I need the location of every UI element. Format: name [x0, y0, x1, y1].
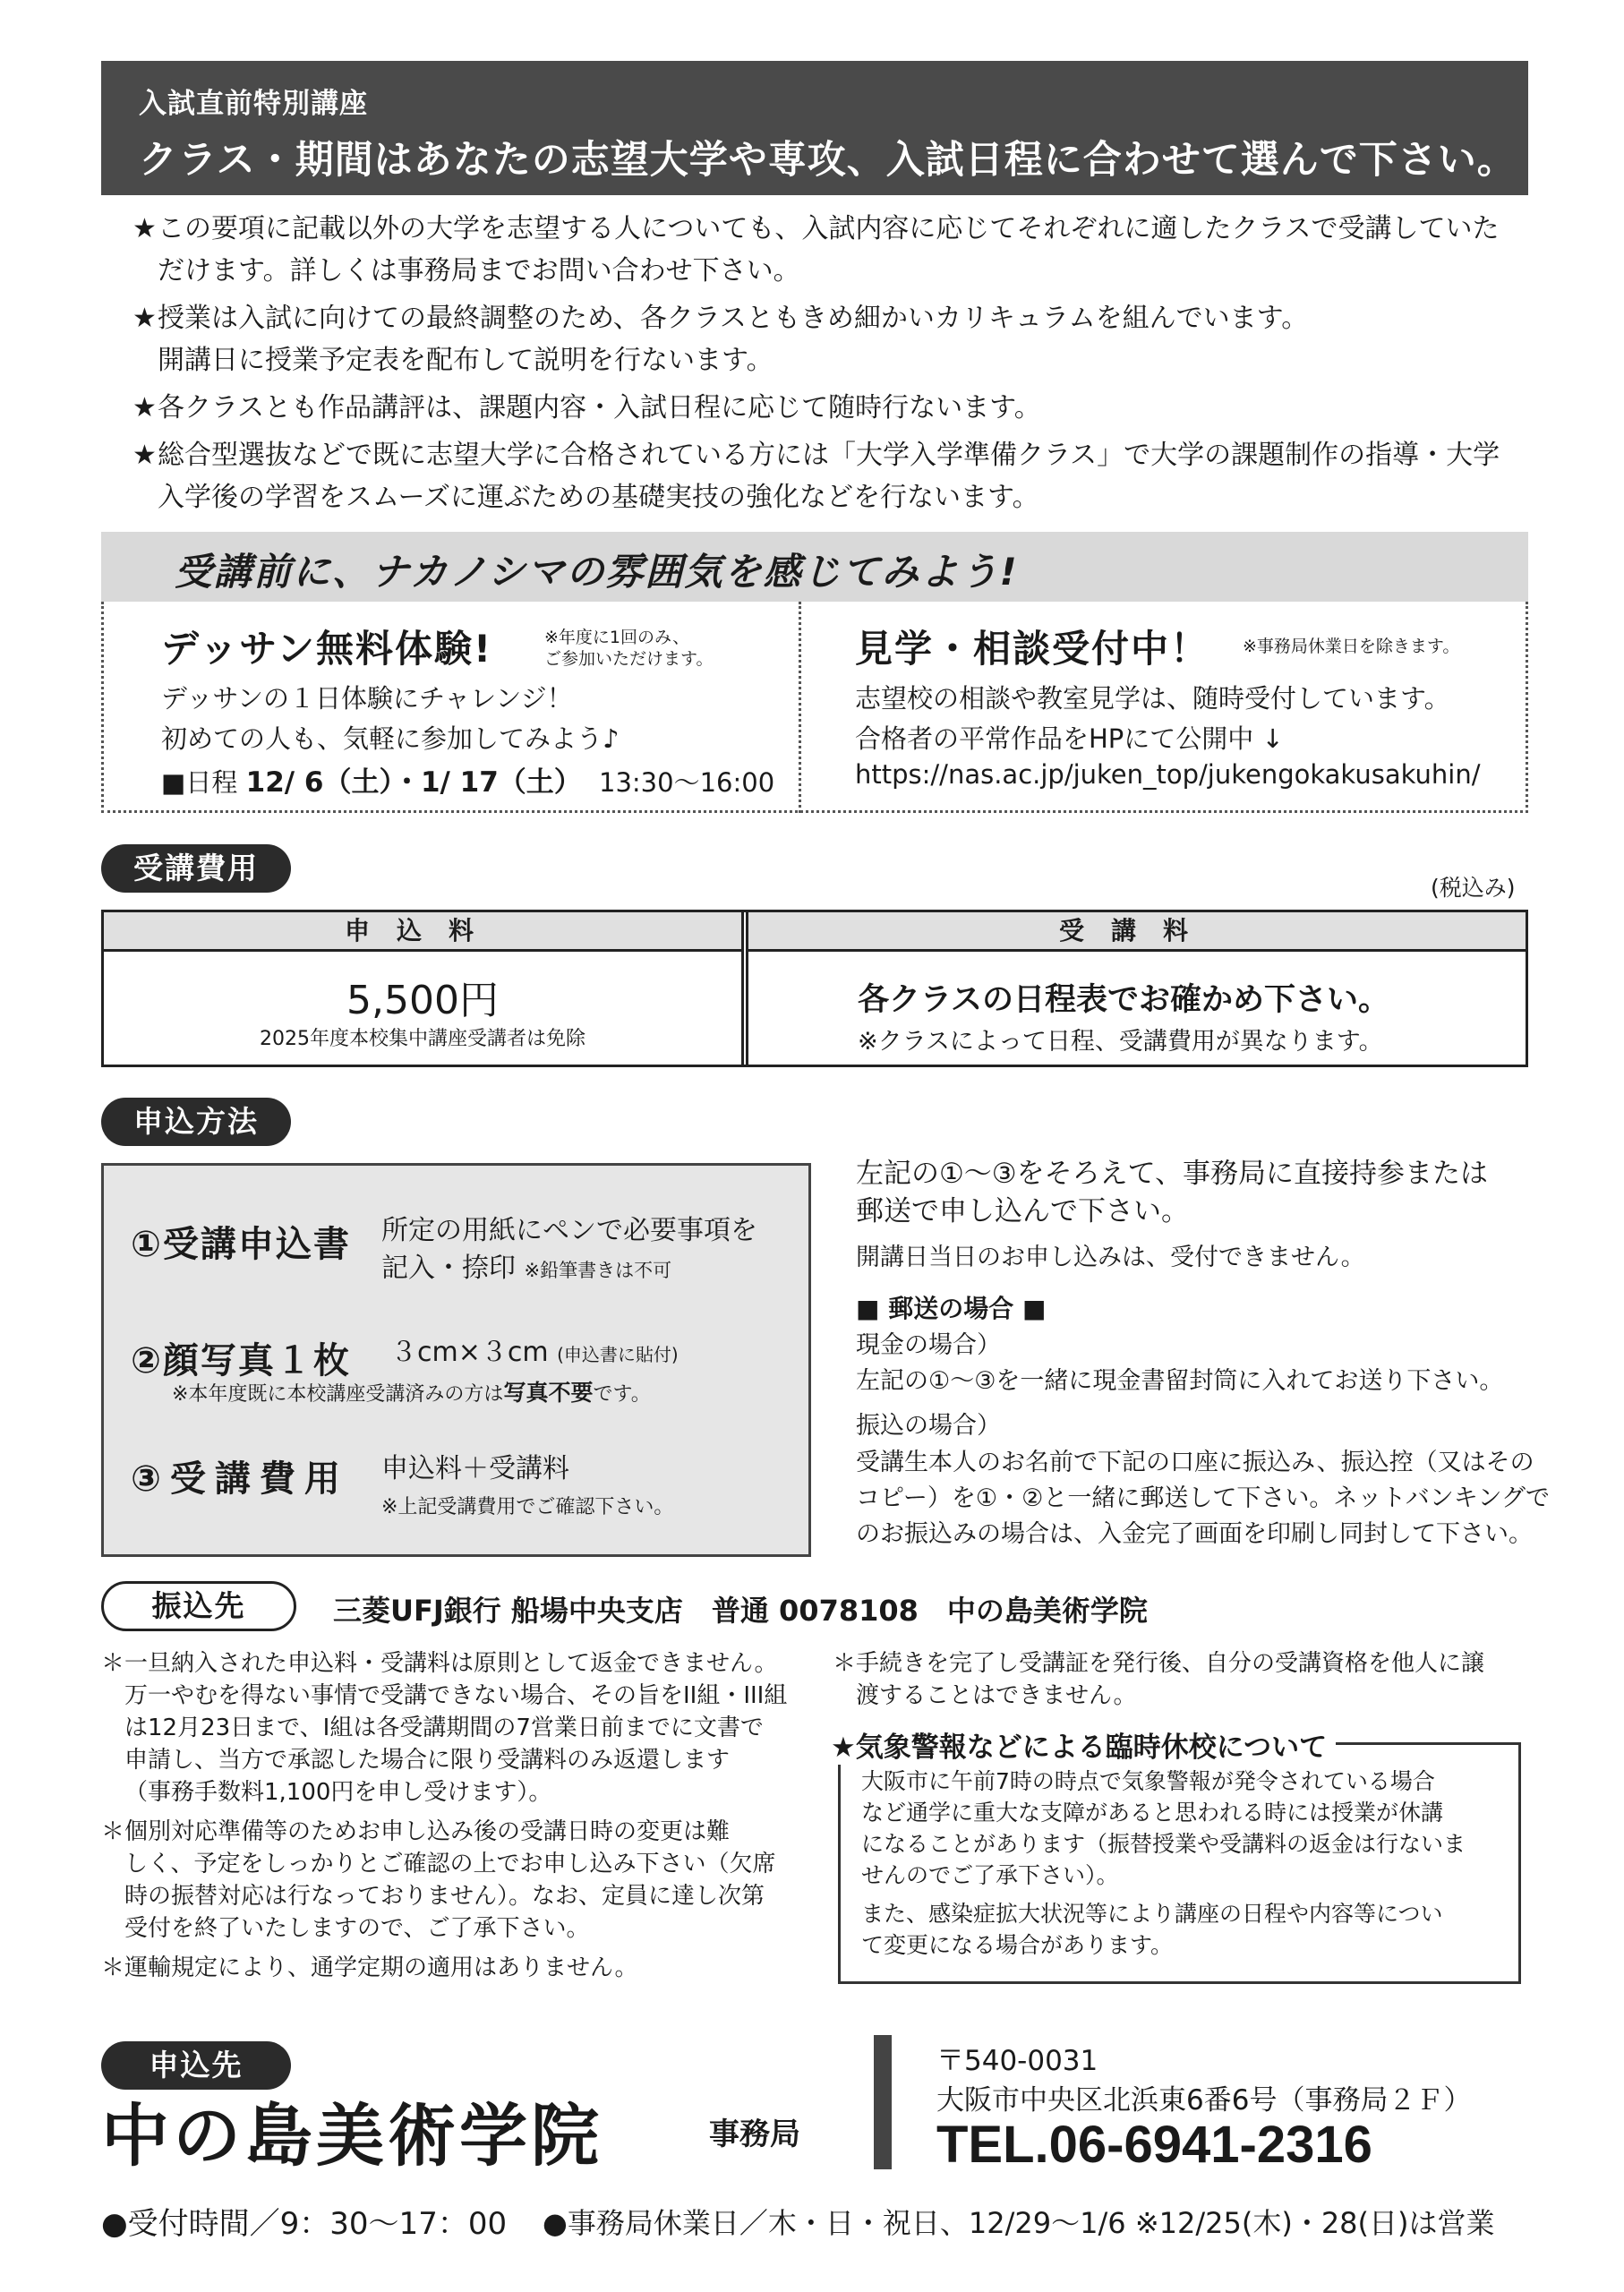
bank-info: 三菱UFJ銀行 船場中央支店 普通 0078108 中の島美術学院 — [333, 1594, 1148, 1628]
method-same-day-note: 開講日当日のお申し込みは、受付できません。 — [856, 1244, 1365, 1271]
policy-text: 運輸規定により、通学定期の適用はありません。 — [124, 1954, 638, 1981]
method-item-1-text: 所定の用紙にペンで必要事項を — [381, 1215, 757, 1246]
transfer-title: 振込の場合） — [856, 1412, 1001, 1440]
method-item-2-text: ３cm×３cm — [390, 1337, 549, 1368]
method-item-3-small: ※上記受講費用でご確認下さい。 — [381, 1496, 674, 1518]
transfer-text: 受講生本人のお名前で下記の口座に振込み、振込控（又はその コピー）を①・②と一緒に郵送して下さい。ネットバンキングで のお振込みの場合は、入金完了画面を印刷し同封して下さい。 — [856, 1449, 1550, 1548]
fee-table-divider — [741, 912, 748, 1065]
method-item-1-text2: 記入・捺印 — [381, 1253, 516, 1284]
tax-note: (税込み) — [1431, 875, 1516, 901]
star-icon: ★ — [132, 213, 157, 244]
star-icon: ★ — [132, 440, 157, 471]
method-item-2-small: (申込書に貼付) — [557, 1344, 679, 1365]
asterisk-icon: ＊ — [101, 1818, 125, 1845]
office-hours: ●受付時間／9：30〜17：00 — [101, 2206, 508, 2242]
asterisk-icon: ＊ — [833, 1650, 857, 1677]
note-item — [132, 387, 1529, 429]
header-banner — [101, 61, 1528, 195]
infection-text: また、感染症拡大状況等により講座の日程や内容等につい て変更になる場合があります。 — [861, 1901, 1443, 1958]
policy-item — [833, 1647, 1531, 1712]
office-holidays: ●事務局休業日／木・日・祝日、12/29〜1/6 ※12/25(木)・28(日)は営業 — [543, 2206, 1495, 2240]
star-icon: ★ — [132, 392, 157, 423]
star-icon: ★ — [132, 303, 157, 334]
office-label: 事務局 — [709, 2117, 800, 2152]
method-item-1-small: ※鉛筆書きは不可 — [524, 1260, 672, 1281]
postal-code: 〒540-0031 — [936, 2045, 1098, 2077]
free-trial-body: デッサンの１日体験にチャレンジ！ 初めての人も、気軽に参加してみよう♪ — [161, 683, 620, 754]
bank-label: 振込先 — [101, 1581, 296, 1631]
policy-text: 個別対応準備等のためお申し込み後の受講日時の変更は難 しく、予定をしっかりとご確認の上でお申し込み下さい（欠席 時の振替対応は行なっておりません）。なお、定員に達し次第 受付を終了いたしますので、ご了承下さい。 — [124, 1818, 776, 1942]
header-title: クラス・期間はあなたの志望大学や専攻、入試日程に合わせて選んで下さい。 — [139, 138, 1517, 183]
note-text: この要項に記載以外の大学を志望する人についても、入試内容に応じてそれぞれに適したクラスで受講していた だけます。詳しくは事務局までお問い合わせ下さい。 — [158, 213, 1500, 286]
application-fee-amount: 5,500円 — [346, 978, 499, 1023]
contact-label: 申込先 — [101, 2041, 291, 2090]
method-label: 申込方法 — [101, 1098, 291, 1146]
method-item-1-label: ①受講申込書 — [131, 1224, 351, 1265]
mail-title: ■ 郵送の場合 ■ — [856, 1294, 1047, 1323]
phone-number: TEL.06-6941-2316 — [936, 2116, 1372, 2174]
school-name: 中の島美術学院 — [101, 2096, 603, 2176]
policy-text: 一旦納入された申込料・受講料は原則として返金できません。 万一やむを得ない事情で受講できない場合、その旨をII組・III組 は12月23日まで、I組は各受講期間の7営業日前までに文書で 申請し、当方で承認した場合に限り受講料のみ返還します （事務手数料1,100円を申し受けます）。 — [124, 1650, 788, 1806]
experience-banner — [101, 532, 1528, 602]
policy-item — [101, 1647, 808, 1809]
free-trial-note: ※年度に1回のみ、 ご参加いただけます。 — [544, 628, 714, 669]
cash-text: 左記の①〜③を一緒に現金書留封筒に入れてお送り下さい。 — [856, 1367, 1504, 1395]
application-fee-header: 申込料 — [104, 912, 741, 952]
schedule-label: ■日程 — [161, 767, 238, 798]
photo-note-post: です。 — [593, 1383, 651, 1406]
free-trial-title: デッサン無料体験! — [161, 627, 493, 671]
free-trial-schedule — [161, 759, 774, 800]
method-item-1-line2 — [381, 1250, 671, 1289]
method-intro: 左記の①〜③をそろえて、事務局に直接持参または 郵送で申し込んで下さい。 — [856, 1158, 1488, 1227]
header-subtitle: 入試直前特別講座 — [139, 88, 368, 120]
experience-divider — [799, 602, 801, 813]
address: 大阪市中央区北浜東6番6号（事務局２Ｆ） — [936, 2084, 1472, 2117]
policy-text: 手続きを完了し受講証を発行後、自分の受講資格を他人に譲 渡することはできません。 — [856, 1650, 1485, 1709]
note-text: 総合型選抜などで既に志望大学に合格されている方には「大学入学準備クラス」で大学の課題制作の指導・大学 入学後の学習をスムーズに運ぶための基礎実技の強化などを行ないます。 — [158, 440, 1500, 513]
weather-title: ★気象警報などによる臨時休校について — [831, 1724, 1336, 1765]
note-item — [132, 434, 1529, 518]
note-item — [132, 297, 1529, 381]
policy-list-right — [833, 1647, 1531, 1712]
tuition-fee-header: 受講料 — [748, 912, 1526, 952]
asterisk-icon: ＊ — [101, 1954, 125, 1981]
method-item-3-label: ③受講費用 — [131, 1458, 349, 1500]
consultation-title: 見学・相談受付中！ — [855, 627, 1210, 671]
consultation-body: 志望校の相談や教室見学は、随時受付しています。 合格者の平常作品をHPにて公開中 ↓ — [855, 683, 1450, 754]
note-list — [132, 208, 1529, 518]
works-url-link[interactable]: https://nas.ac.jp/juken_top/jukengokakusakuhin/ — [855, 759, 1481, 790]
tuition-fee-main: 各クラスの日程表でお確かめ下さい。 — [858, 982, 1389, 1018]
policy-item — [101, 1816, 808, 1945]
fees-label: 受講費用 — [101, 844, 291, 893]
method-item-2-line — [390, 1334, 679, 1373]
policy-list-left — [101, 1647, 808, 1984]
consultation-note: ※事務局休業日を除きます。 — [1243, 637, 1460, 656]
asterisk-icon: ＊ — [101, 1650, 125, 1677]
note-text: 授業は入試に向けての最終調整のため、各クラスともきめ細かいカリキュラムを組んでいます。 開講日に授業予定表を配布して説明を行ないます。 — [158, 303, 1309, 376]
method-item-2-label: ②顔写真１枚 — [131, 1340, 351, 1381]
method-item-3-text: 申込料＋受講料 — [381, 1453, 569, 1484]
contact-divider-bar — [874, 2035, 892, 2169]
schedule-dates: 12/ 6（土）・1/ 17（土） — [245, 766, 582, 799]
fee-table — [101, 910, 1528, 1067]
tuition-fee-note: ※クラスによって日程、受講費用が異なります。 — [858, 1028, 1383, 1056]
cash-title: 現金の場合） — [856, 1331, 1001, 1359]
weather-text: 大阪市に午前7時の時点で気象警報が発令されている場合 など通学に重大な支障があると思われる時には授業が休講 になることがあります（振替授業や受講料の返金は行ないま せんのでご了承下さい）。 — [861, 1768, 1466, 1888]
photo-note-bold: 写真不要 — [503, 1380, 594, 1406]
application-fee-note: 2025年度本校集中講座受講者は免除 — [260, 1028, 585, 1050]
note-item — [132, 208, 1529, 292]
photo-note-pre: ※本年度既に本校講座受講済みの方は — [172, 1383, 504, 1406]
note-text: 各クラスとも作品講評は、課題内容・入試日程に応じて随時行ないます。 — [158, 392, 1041, 423]
policy-item — [101, 1952, 808, 1984]
method-item-2-note — [172, 1375, 651, 1407]
method-box — [101, 1163, 811, 1557]
schedule-time: 13:30〜16:00 — [599, 767, 775, 798]
experience-banner-text: 受講前に、ナカノシマの雰囲気を感じてみよう! — [175, 550, 1019, 594]
